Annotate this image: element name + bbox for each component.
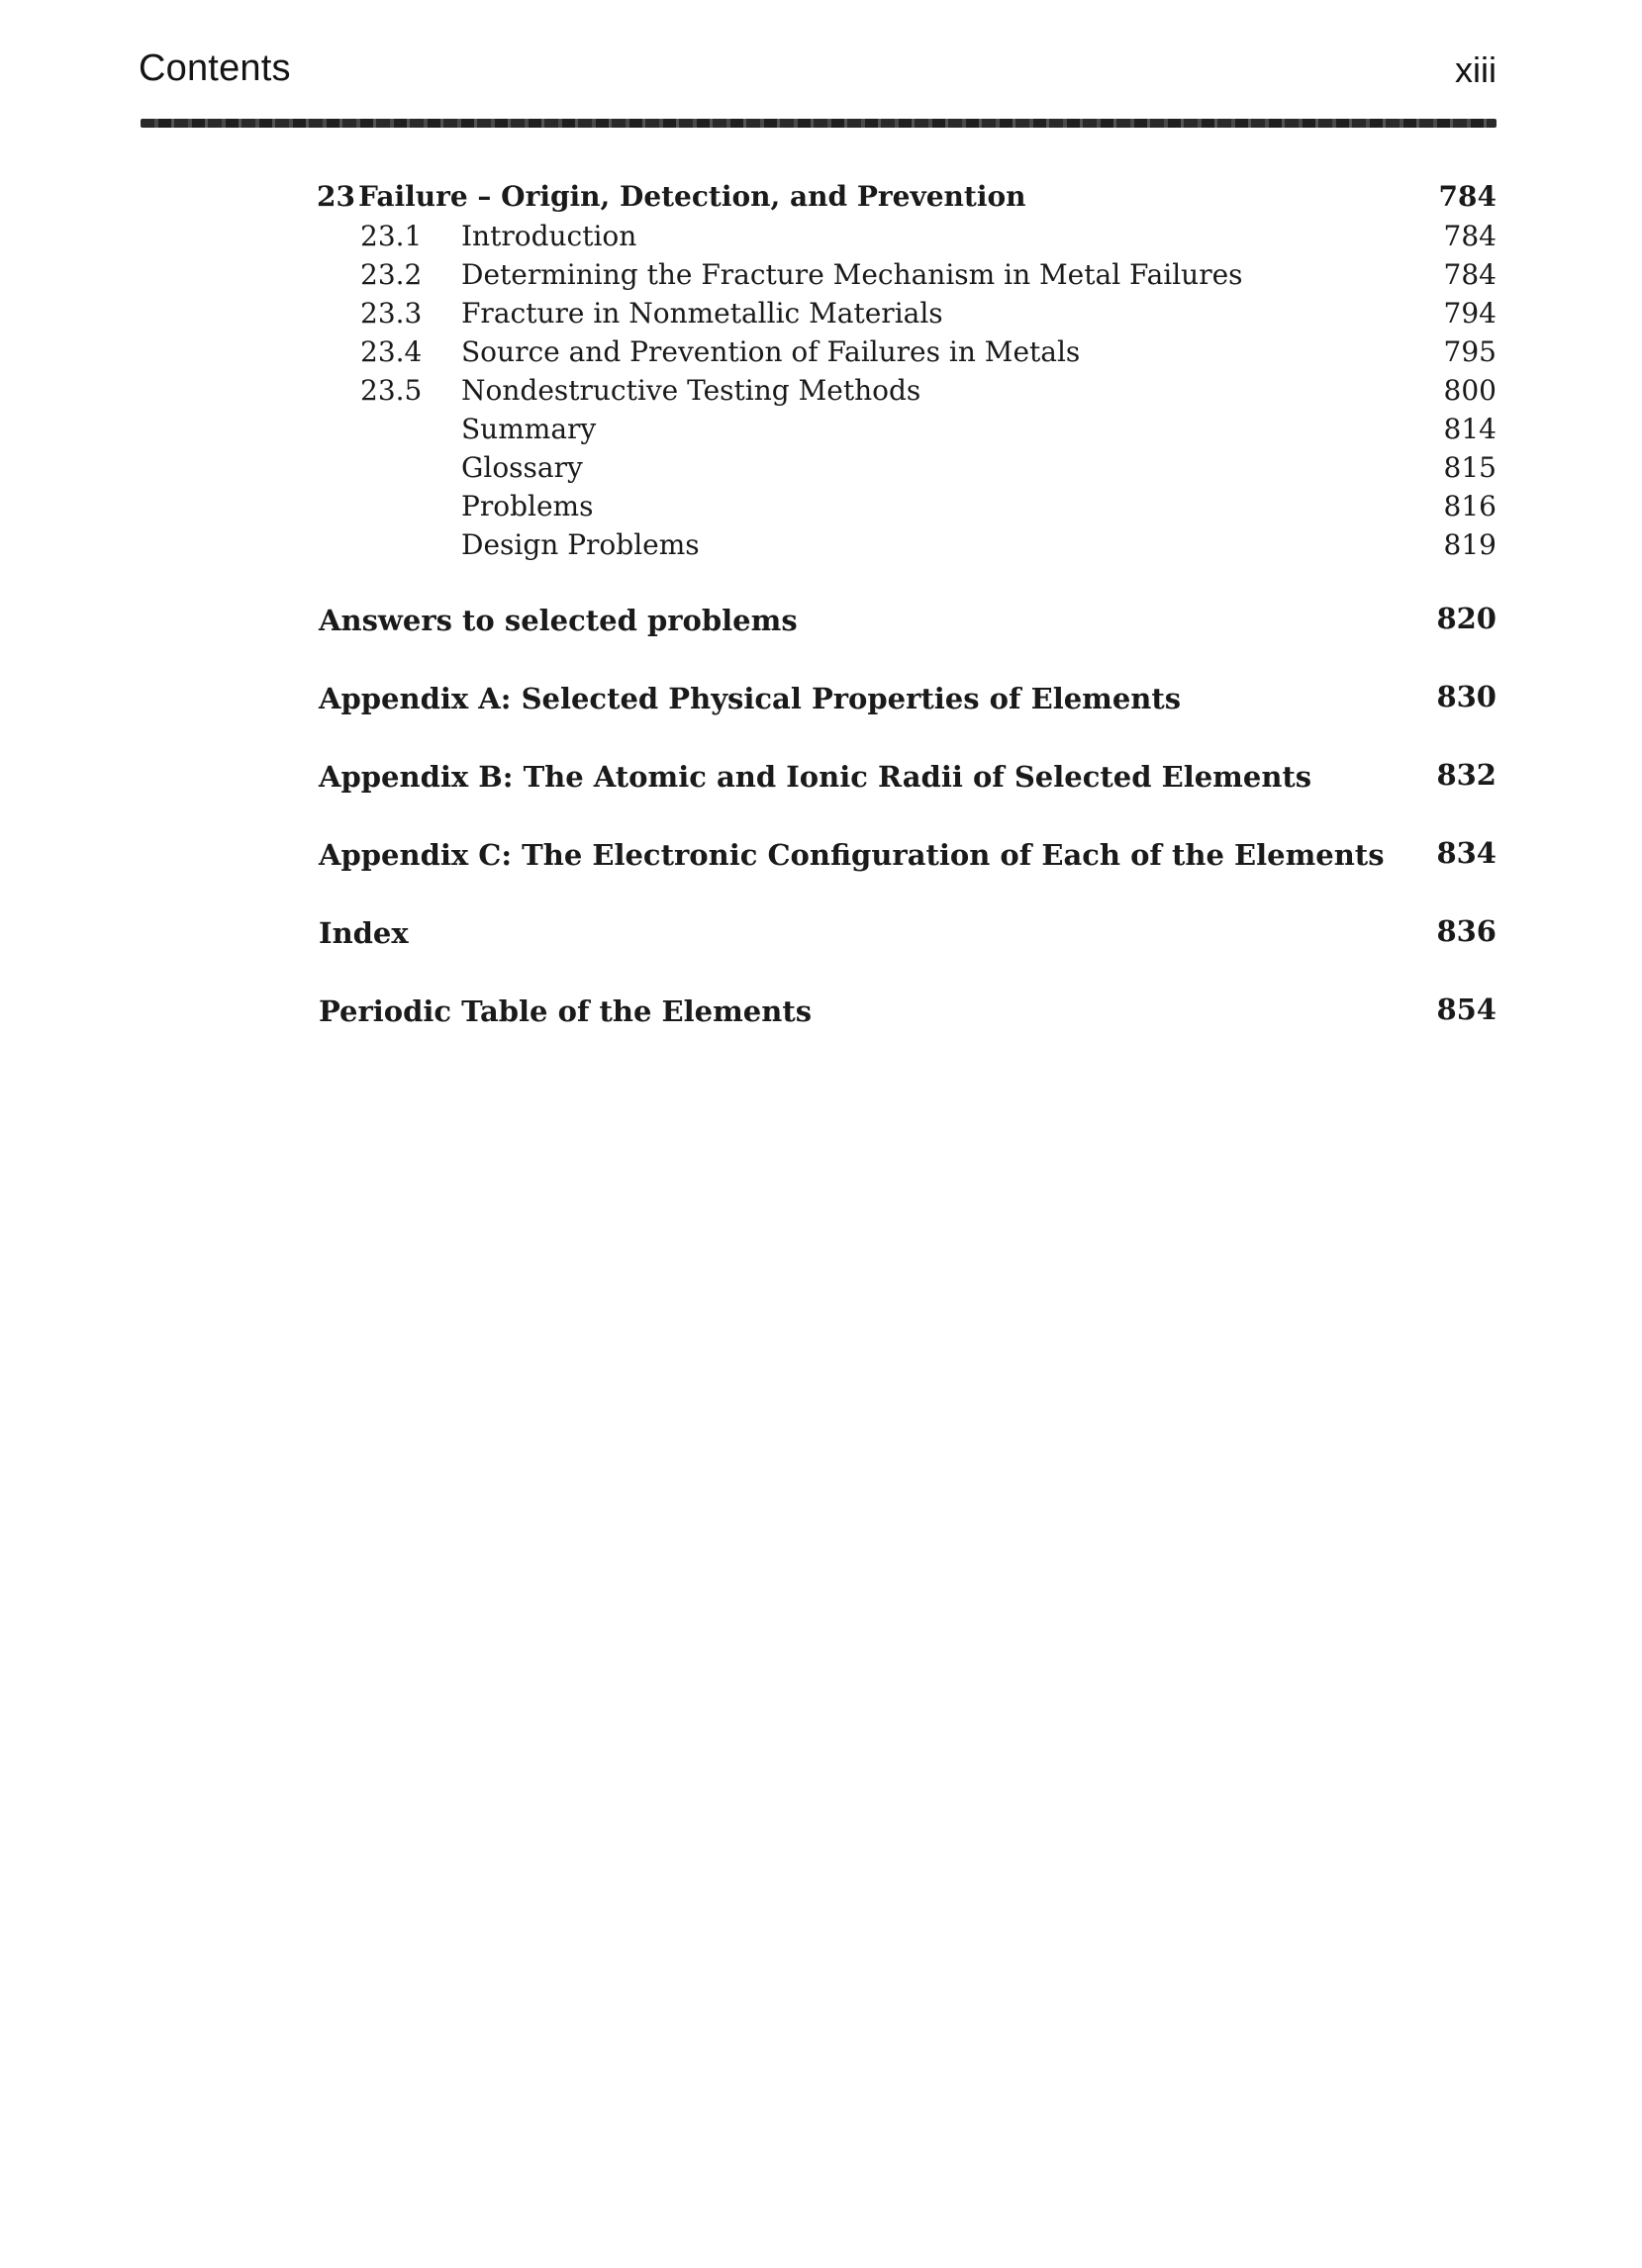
section-page: 795 bbox=[1443, 335, 1497, 368]
section-label: Glossary bbox=[461, 451, 583, 484]
section-label: Summary bbox=[461, 413, 597, 445]
back-matter-label: Appendix C: The Electronic Configuration of Each of the Elements bbox=[319, 838, 1385, 872]
section-entry[interactable] bbox=[317, 294, 1497, 332]
section-entry[interactable] bbox=[317, 217, 1497, 255]
section-entry[interactable] bbox=[317, 255, 1497, 294]
back-matter-label: Periodic Table of the Elements bbox=[319, 994, 813, 1028]
section-page: 816 bbox=[1443, 490, 1497, 522]
section-entry[interactable] bbox=[317, 371, 1497, 410]
section-entry[interactable] bbox=[317, 448, 1497, 487]
section-label: Design Problems bbox=[461, 528, 700, 561]
section-page: 794 bbox=[1443, 297, 1497, 330]
back-matter-entry[interactable] bbox=[319, 604, 1497, 682]
section-page: 815 bbox=[1443, 451, 1497, 484]
back-matter-entry[interactable] bbox=[319, 682, 1497, 760]
chapter-title: Failure – Origin, Detection, and Prevention bbox=[358, 180, 1026, 213]
back-matter-label: Index bbox=[319, 916, 409, 950]
chapter-entry[interactable] bbox=[317, 176, 1497, 217]
back-matter-page: 820 bbox=[1436, 602, 1497, 635]
page-number: xiii bbox=[1455, 49, 1497, 90]
section-entry[interactable] bbox=[317, 487, 1497, 525]
back-matter-page: 832 bbox=[1436, 758, 1497, 792]
section-label: Determining the Fracture Mechanism in Metal Failures bbox=[461, 258, 1243, 291]
section-label: Nondestructive Testing Methods bbox=[461, 374, 921, 407]
back-matter-label: Answers to selected problems bbox=[319, 604, 798, 637]
chapter-page: 784 bbox=[1438, 180, 1497, 213]
section-number: 23.2 bbox=[360, 258, 423, 291]
back-matter-entry[interactable] bbox=[319, 916, 1497, 994]
back-matter-entry[interactable] bbox=[319, 760, 1497, 838]
back-matter-list bbox=[319, 604, 1497, 1073]
section-number: 23.3 bbox=[360, 297, 423, 330]
back-matter-page: 834 bbox=[1436, 836, 1497, 870]
section-page: 784 bbox=[1443, 258, 1497, 291]
section-label: Introduction bbox=[461, 220, 637, 252]
section-page: 784 bbox=[1443, 220, 1497, 252]
running-head bbox=[139, 47, 1497, 97]
section-entry[interactable] bbox=[317, 525, 1497, 564]
section-entry[interactable] bbox=[317, 332, 1497, 371]
section-page: 800 bbox=[1443, 374, 1497, 407]
table-of-contents bbox=[317, 176, 1497, 564]
running-title: Contents bbox=[139, 47, 291, 89]
section-number: 23.5 bbox=[360, 374, 423, 407]
back-matter-page: 830 bbox=[1436, 680, 1497, 713]
back-matter-entry[interactable] bbox=[319, 838, 1497, 916]
header-rule bbox=[141, 119, 1497, 128]
section-label: Fracture in Nonmetallic Materials bbox=[461, 297, 943, 330]
back-matter-label: Appendix B: The Atomic and Ionic Radii of Selected Elements bbox=[319, 760, 1312, 794]
section-entry[interactable] bbox=[317, 410, 1497, 448]
back-matter-page: 836 bbox=[1436, 914, 1497, 948]
back-matter-page: 854 bbox=[1436, 992, 1497, 1026]
section-number: 23.1 bbox=[360, 220, 423, 252]
section-page: 819 bbox=[1443, 528, 1497, 561]
section-number: 23.4 bbox=[360, 335, 423, 368]
chapter-number: 23 bbox=[317, 180, 355, 213]
section-label: Source and Prevention of Failures in Metals bbox=[461, 335, 1081, 368]
section-label: Problems bbox=[461, 490, 594, 522]
back-matter-entry[interactable] bbox=[319, 994, 1497, 1073]
back-matter-label: Appendix A: Selected Physical Properties of Elements bbox=[319, 682, 1182, 715]
section-page: 814 bbox=[1443, 413, 1497, 445]
